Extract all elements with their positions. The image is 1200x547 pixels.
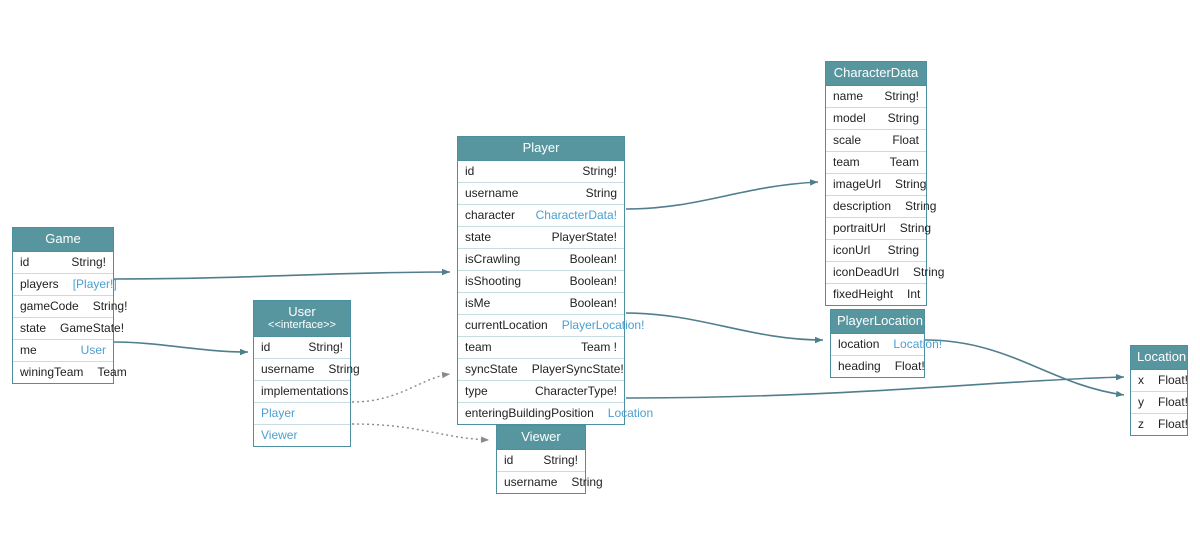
field-row bbox=[13, 318, 125, 340]
field-type: Team bbox=[97, 365, 127, 379]
field-type: PlayerState! bbox=[551, 230, 617, 244]
field-row bbox=[458, 183, 624, 205]
field-type: Float bbox=[892, 133, 919, 147]
field-type[interactable]: Location! bbox=[893, 337, 943, 351]
field-row bbox=[13, 296, 128, 318]
field-type: Boolean! bbox=[569, 296, 617, 310]
field-name: y bbox=[1138, 395, 1144, 409]
edge-player-enteringbuildingposition-to-location bbox=[626, 377, 1124, 398]
implementation-player[interactable]: Player bbox=[261, 406, 296, 420]
field-row bbox=[254, 381, 350, 403]
field-name: iconUrl bbox=[833, 243, 871, 257]
field-type: String! bbox=[884, 89, 919, 103]
field-type: String bbox=[571, 475, 603, 489]
field-name: id bbox=[465, 164, 475, 178]
field-type[interactable]: User bbox=[80, 343, 106, 357]
node-player[interactable] bbox=[457, 136, 654, 425]
field-type: Team ! bbox=[580, 340, 617, 354]
field-type[interactable]: Location bbox=[607, 406, 654, 420]
implementations-label: implementations bbox=[261, 384, 349, 398]
field-name: scale bbox=[833, 133, 862, 147]
field-type: String bbox=[905, 199, 937, 213]
field-type: Float! bbox=[1158, 395, 1189, 409]
field-type[interactable]: PlayerLocation! bbox=[561, 318, 645, 332]
node-user[interactable] bbox=[253, 300, 360, 447]
field-type: String bbox=[585, 186, 617, 200]
field-name: model bbox=[833, 111, 866, 125]
field-row bbox=[13, 362, 127, 383]
field-row bbox=[458, 359, 624, 381]
field-name: username bbox=[261, 362, 315, 376]
field-row bbox=[826, 86, 926, 108]
field-name: character bbox=[465, 208, 516, 222]
field-row bbox=[458, 315, 645, 337]
field-type[interactable]: [Player!] bbox=[72, 277, 117, 291]
field-name: id bbox=[261, 340, 271, 354]
node-viewer[interactable] bbox=[496, 425, 603, 494]
field-name: isCrawling bbox=[465, 252, 521, 266]
field-row bbox=[831, 334, 943, 356]
field-type: String bbox=[899, 221, 932, 235]
field-row bbox=[826, 174, 926, 196]
field-type: String bbox=[913, 265, 945, 279]
field-name: team bbox=[833, 155, 860, 169]
field-name: isShooting bbox=[465, 274, 522, 288]
field-name: team bbox=[465, 340, 492, 354]
field-row bbox=[826, 262, 945, 284]
field-type: String! bbox=[308, 340, 343, 354]
field-type: String! bbox=[543, 453, 578, 467]
field-row bbox=[254, 337, 350, 359]
field-row bbox=[458, 381, 624, 403]
field-type: Boolean! bbox=[569, 252, 617, 266]
field-name: state bbox=[465, 230, 492, 244]
node-playerlocation[interactable] bbox=[830, 309, 943, 378]
field-type: Float! bbox=[1158, 417, 1189, 431]
field-row bbox=[826, 240, 926, 262]
node-location-title: Location bbox=[1131, 346, 1187, 370]
node-viewer-title: Viewer bbox=[497, 426, 585, 450]
field-type: Float! bbox=[1158, 373, 1189, 387]
field-row[interactable] bbox=[254, 403, 350, 425]
field-name: z bbox=[1138, 417, 1144, 431]
node-characterdata[interactable] bbox=[825, 61, 945, 306]
field-row bbox=[458, 249, 624, 271]
field-name: x bbox=[1138, 373, 1144, 387]
field-name: portraitUrl bbox=[833, 221, 886, 235]
edge-user-player-implementation bbox=[352, 374, 450, 402]
field-type: String bbox=[887, 243, 919, 257]
field-row bbox=[826, 196, 937, 218]
field-type: String bbox=[328, 362, 360, 376]
field-row bbox=[1131, 414, 1187, 435]
field-type: GameState! bbox=[60, 321, 125, 335]
field-name: id bbox=[504, 453, 514, 467]
field-row bbox=[458, 403, 654, 424]
field-row bbox=[13, 340, 113, 362]
field-name: state bbox=[20, 321, 47, 335]
field-name: currentLocation bbox=[465, 318, 548, 332]
field-name: description bbox=[833, 199, 892, 213]
node-user-name: User bbox=[288, 304, 316, 319]
field-name: me bbox=[20, 343, 37, 357]
field-row bbox=[13, 252, 113, 274]
field-row bbox=[497, 472, 603, 493]
field-row bbox=[458, 271, 624, 293]
field-name: iconDeadUrl bbox=[833, 265, 900, 279]
field-name: id bbox=[20, 255, 30, 269]
edge-game-players-to-player bbox=[114, 272, 450, 279]
field-name: username bbox=[504, 475, 558, 489]
field-row[interactable] bbox=[254, 425, 350, 446]
field-name: gameCode bbox=[20, 299, 79, 313]
field-name: username bbox=[465, 186, 519, 200]
field-name: location bbox=[838, 337, 880, 351]
field-name: syncState bbox=[465, 362, 518, 376]
node-game-title: Game bbox=[13, 228, 113, 252]
field-type[interactable]: CharacterData! bbox=[535, 208, 617, 222]
node-location[interactable] bbox=[1130, 345, 1188, 436]
field-name: type bbox=[465, 384, 488, 398]
field-row bbox=[831, 356, 924, 377]
field-name: fixedHeight bbox=[833, 287, 894, 301]
node-playerlocation-title: PlayerLocation bbox=[831, 310, 924, 334]
node-player-title: Player bbox=[458, 137, 624, 161]
field-name: heading bbox=[838, 359, 881, 373]
field-type: Boolean! bbox=[569, 274, 617, 288]
field-type: PlayerSyncState! bbox=[531, 362, 624, 376]
field-row bbox=[826, 284, 926, 305]
field-name: winingTeam bbox=[20, 365, 84, 379]
field-row bbox=[497, 450, 585, 472]
edge-playerlocation-location-to-location bbox=[925, 340, 1124, 395]
field-name: players bbox=[20, 277, 59, 291]
field-type: String! bbox=[92, 299, 128, 313]
field-row bbox=[826, 108, 926, 130]
field-type: String bbox=[895, 177, 927, 191]
field-type: CharacterType! bbox=[534, 384, 617, 398]
field-row bbox=[826, 218, 932, 240]
field-name: name bbox=[833, 89, 864, 103]
edge-player-currentlocation-to-playerlocation bbox=[626, 313, 823, 340]
field-type: String! bbox=[71, 255, 106, 269]
node-user-stereotype: <<interface>> bbox=[268, 319, 336, 331]
field-row bbox=[13, 274, 117, 296]
node-user-title bbox=[254, 301, 350, 337]
field-row bbox=[1131, 370, 1187, 392]
field-row bbox=[254, 359, 360, 381]
field-name: imageUrl bbox=[833, 177, 882, 191]
field-row bbox=[826, 152, 926, 174]
implementation-viewer[interactable]: Viewer bbox=[261, 428, 298, 442]
field-type: Team bbox=[889, 155, 919, 169]
field-row bbox=[458, 161, 624, 183]
field-row bbox=[1131, 392, 1187, 414]
edge-game-me-to-user bbox=[114, 342, 248, 352]
field-row bbox=[458, 205, 624, 227]
field-name: isMe bbox=[465, 296, 491, 310]
field-type: String! bbox=[582, 164, 617, 178]
edge-user-viewer-implementation bbox=[352, 424, 489, 440]
field-type: String bbox=[887, 111, 919, 125]
node-game[interactable] bbox=[12, 227, 128, 384]
field-row bbox=[458, 227, 624, 249]
edge-player-character-to-characterdata bbox=[626, 182, 818, 209]
field-row bbox=[458, 293, 624, 315]
field-type: Int bbox=[907, 287, 921, 301]
field-type: Float! bbox=[894, 359, 925, 373]
field-name: enteringBuildingPosition bbox=[465, 406, 594, 420]
field-row bbox=[826, 130, 926, 152]
field-row bbox=[458, 337, 624, 359]
node-characterdata-title: CharacterData bbox=[826, 62, 926, 86]
